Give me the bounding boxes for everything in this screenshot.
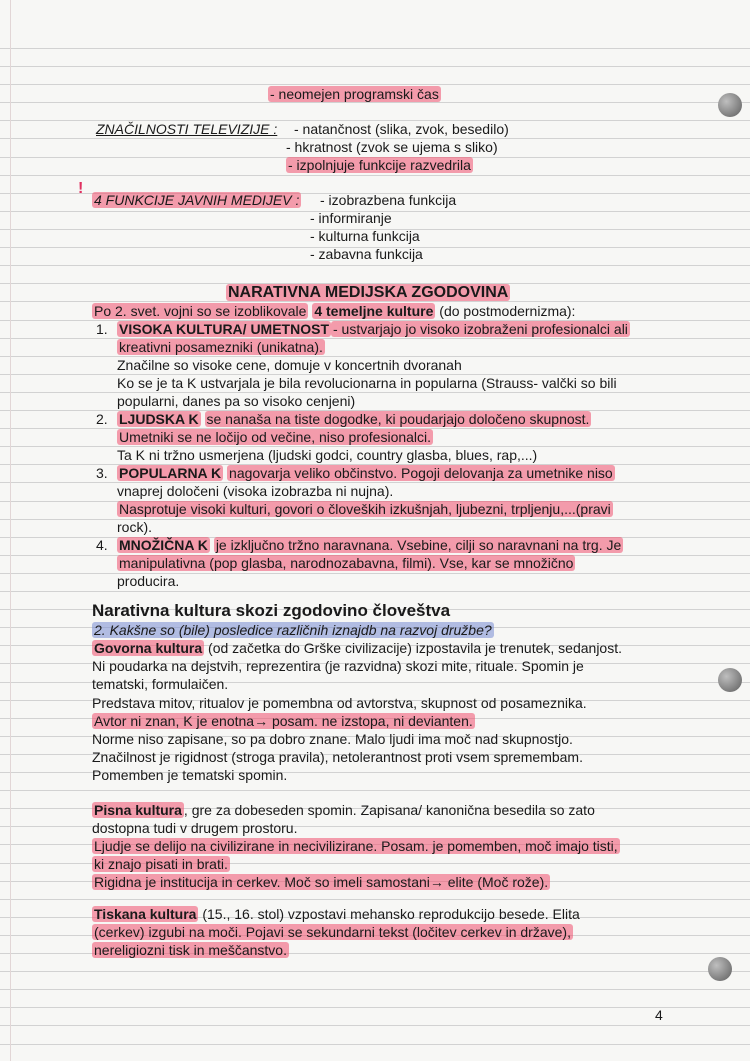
culture-1-line-3: Značilne so visoke cene, domuje v koncertnih dvoranah: [117, 357, 462, 373]
culture-1-line-4: Ko se je ta K ustvarjala je bila revolucionarna in popularna (Strauss- valčki so bili: [117, 375, 617, 391]
print-line-1: Tiskana kultura (15., 16. stol) vzpostavi mehansko reprodukcijo besede. Elita: [94, 906, 580, 922]
culture-1-line-2: kreativni posamezniki (unikatna).: [119, 339, 323, 355]
ruled-line: [0, 989, 750, 990]
ruled-line: [0, 301, 750, 302]
written-line-4: ki znajo pisati in brati.: [94, 856, 228, 872]
ruled-line: [0, 790, 750, 791]
margin-line: [10, 0, 11, 1061]
punch-hole-middle: [718, 668, 742, 692]
ruled-line: [0, 84, 750, 85]
culture-1-line-1: VISOKA KULTURA/ UMETNOST - ustvarjajo jo visoko izobraženi profesionalci ali: [119, 321, 628, 337]
ruled-line: [0, 48, 750, 49]
culture-2-line-3: Ta K ni tržno usmerjena (ljudski godci, country glasba, blues, rap,...): [117, 447, 538, 463]
ruled-line: [0, 66, 750, 67]
ruled-line: [0, 519, 750, 520]
item-number-4: 4.: [96, 537, 108, 553]
oral-line-2: Ni poudarka na dejstvih, reprezentira (je razvidna) skozi mite, rituale. Spomin je: [92, 658, 584, 674]
item-number-3: 3.: [96, 465, 108, 481]
print-line-3: nereligiozni tisk in meščanstvo.: [94, 942, 287, 958]
written-line-2: dostopna tudi v drugem prostoru.: [92, 820, 298, 836]
culture-3-line-3: Nasprotuje visoki kulturi, govori o človeških izkušnjah, ljubezni, trpljenju,...(pravi: [119, 501, 611, 517]
funkcije-item-1: - izobrazbena funkcija: [320, 192, 457, 208]
ruled-line: [0, 175, 750, 176]
oral-line-8: Pomemben je tematski spomin.: [92, 767, 288, 783]
culture-4-line-2: manipulativna (pop glasba, narodnozabavna, filmi). Vse, kar se množično: [119, 555, 574, 571]
punch-hole-bottom: [708, 957, 732, 981]
tv-item-2: - hkratnost (zvok se ujema s sliko): [286, 139, 498, 155]
oral-line-7: Značilnost je rigidnost (stroga pravila), netolerantnost proti vsem spremembam.: [92, 749, 583, 765]
culture-2-line-2: Umetniki se ne ločijo od večine, niso profesionalci.: [119, 429, 432, 445]
tv-label: ZNAČILNOSTI TELEVIZIJE :: [96, 121, 278, 137]
page-number: 4: [655, 1007, 663, 1023]
ruled-line: [0, 338, 750, 339]
ruled-line: [0, 971, 750, 972]
tv-item-1: - natančnost (slika, zvok, besedilo): [294, 121, 509, 137]
culture-3-line-1: POPULARNA K nagovarja veliko občinstvo. Pogoji delovanja za umetnike niso: [119, 465, 613, 481]
tv-item-3: - izpolnjuje funkcije razvedrila: [288, 157, 471, 173]
ruled-line: [0, 392, 750, 393]
intro-line: Po 2. svet. vojni so se izoblikovale 4 temeljne kulture (do postmodernizma):: [94, 303, 576, 319]
ruled-line: [0, 1044, 750, 1045]
oral-line-4: Predstava mitov, ritualov je pomembna od avtorstva, skupnost od posameznika.: [92, 695, 587, 711]
funkcije-label: 4 FUNKCIJE JAVNIH MEDIJEV :: [94, 192, 300, 208]
ruled-line: [0, 573, 750, 574]
item-number-2: 2.: [96, 411, 108, 427]
history-heading: Narativna kultura skozi zgodovino človeštva: [92, 601, 451, 620]
written-line-3: Ljudje se delijo na civilizirane in necivilizirane. Posam. je pomemben, moč imajo tisti,: [94, 838, 618, 854]
item-number-1: 1.: [96, 321, 108, 337]
oral-line-5: Avtor ni znan, K je enotna→ posam. ne izstopa, ni devianten.: [94, 713, 473, 729]
punch-hole-top: [718, 93, 742, 117]
oral-line-3: tematski, formulaičen.: [92, 676, 229, 692]
written-line-5: Rigidna je institucija in cerkev. Moč so imeli samostani→ elite (Moč rože).: [94, 874, 549, 890]
ruled-line: [0, 591, 750, 592]
funkcije-item-2: - informiranje: [310, 210, 392, 226]
ruled-line: [0, 899, 750, 900]
culture-4-line-1: MNOŽIČNA K je izključno tržno naravnana. Vsebine, cilji so naravnani na trg. Je: [119, 537, 622, 553]
oral-line-1: Govorna kultura (od začetka do Grške civilizacije) izpostavila je trenutek, sedanjost.: [94, 640, 622, 656]
culture-1-line-5: popularni, danes pa so visoko cenjeni): [117, 393, 356, 409]
culture-3-line-2: vnaprej določeni (visoka izobrazba ni nujna).: [117, 483, 394, 499]
ruled-line: [0, 265, 750, 266]
culture-3-line-4: rock).: [117, 519, 152, 535]
ruled-line: [0, 1025, 750, 1026]
top-line: - neomejen programski čas: [270, 86, 439, 102]
culture-4-line-3: producira.: [117, 573, 180, 589]
margin-mark-icon: !: [78, 180, 84, 197]
written-line-1: Pisna kultura , gre za dobeseden spomin. Zapisana/ kanonična besedila so zato: [94, 802, 595, 818]
question-line: 2. Kakšne so (bile) posledice različnih iznajdb na razvoj družbe?: [94, 622, 492, 638]
section-title: NARATIVNA MEDIJSKA ZGODOVINA: [228, 284, 509, 301]
funkcije-item-3: - kulturna funkcija: [310, 228, 420, 244]
ruled-line: [0, 1007, 750, 1008]
print-line-2: (cerkev) izgubi na moči. Pojavi se sekundarni tekst (ločitev cerkev in države),: [94, 924, 571, 940]
funkcije-item-4: - zabavna funkcija: [310, 246, 423, 262]
oral-line-6: Norme niso zapisane, so pa dobro znane. Malo ljudi ima moč nad skupnostjo.: [92, 731, 573, 747]
culture-2-line-1: LJUDSKA K se nanaša na tiste dogodke, ki poudarjajo določeno skupnost.: [119, 411, 590, 427]
